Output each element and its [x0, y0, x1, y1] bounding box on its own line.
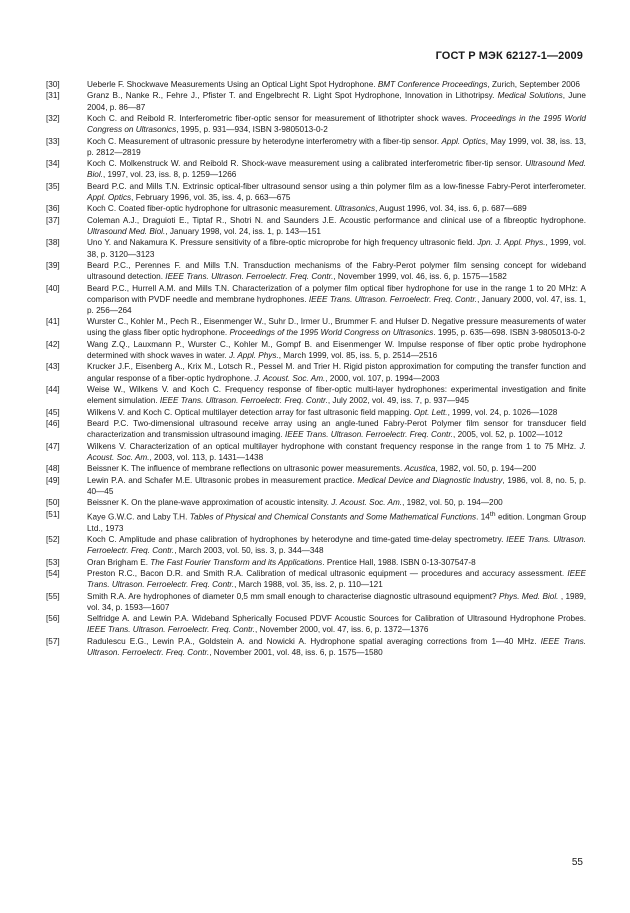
reference-number: [37] — [46, 215, 60, 225]
reference-source-title: J. Acoust. Soc. Am. — [87, 441, 586, 462]
reference-item — [46, 557, 586, 568]
reference-item — [46, 203, 586, 214]
reference-item — [46, 90, 586, 112]
reference-text-segment: Radulescu E.G., Lewin P.A., Goldstein A. and Nowicki A. Hydrophone spatial averaging corrections from 1—40 MHz. — [87, 636, 541, 646]
reference-source-title: Ultrasound Med. Biol. — [87, 159, 586, 180]
reference-text-segment: Beard P.C. Two-dimensional ultrasound receive array using an angle-tuned Fabry-Perot Polymer film sensor for transducer field characterization and transmission ultrasound imaging. — [87, 419, 586, 440]
reference-number: [41] — [46, 317, 60, 327]
reference-text-segment: Uno Y. and Nakamura K. Pressure sensitivity of a fibre-optic microprobe for high frequency ultrasonic field. — [87, 238, 478, 248]
reference-text-segment: Koch C. and Reibold R. Interferometric fiber-optic sensor for measurement of lithotripter shock waves. — [87, 114, 471, 124]
reference-source-title: Tables of Physical and Chemical Constants and Some Mathematical Functions — [189, 512, 477, 522]
reference-text-segment: , November 2000, vol. 47, iss. 6, p. 1372—1376 — [255, 625, 429, 635]
reference-text — [87, 113, 586, 135]
reference-number: [52] — [46, 535, 60, 545]
reference-number: [53] — [46, 557, 60, 567]
reference-text-segment: , 1989, vol. 34, p. 1593—1607 — [87, 591, 586, 612]
reference-text — [87, 418, 586, 440]
reference-number: [49] — [46, 475, 60, 485]
reference-text-segment: , Zurich, September 2006 — [487, 80, 580, 89]
reference-text-segment: Ueberle F. Shockwave Measurements Using an Optical Light Spot Hydrophone. — [87, 80, 378, 89]
reference-item — [46, 339, 586, 361]
reference-source-title: Opt. Lett. — [413, 407, 448, 417]
reference-text-segment: Beard P.C., Perennes F. and Mills T.N. Transduction mechanisms of the Fabry-Perot polymer film sensing concept for wideband ultrasound detection. — [87, 261, 586, 282]
reference-number: [33] — [46, 136, 60, 146]
reference-superscript: th — [489, 510, 496, 518]
reference-text — [87, 557, 586, 568]
reference-text-segment: Smith R.A. Are hydrophones of diameter 0,5 mm small enough to characterise diagnostic ultrasound equipment? — [87, 591, 499, 601]
reference-number: [55] — [46, 591, 60, 601]
reference-text-segment: , 1982, vol. 50, p. 194—200 — [435, 464, 537, 474]
reference-text-segment: , 1997, vol. 23, iss. 8, p. 1259—1266 — [102, 170, 237, 180]
reference-source-title: Acustica — [404, 464, 436, 474]
reference-text — [87, 361, 586, 383]
reference-text — [87, 591, 586, 613]
reference-text — [87, 339, 586, 361]
reference-number: [40] — [46, 283, 60, 293]
reference-text — [87, 90, 586, 112]
reference-item — [46, 215, 586, 237]
reference-item — [46, 636, 586, 658]
reference-text-segment: Beard P.C., Hurrell A.M. and Mills T.N. Characterization of a polymer film optical fiber hydrophone for use in the range 1 to 20 MHz: A comparison with PVDF needle and membrane hydrophones. — [87, 283, 586, 304]
reference-text-segment: Selfridge A. and Lewin P.A. Wideband Spherically Focused PDVF Acoustic Sources for Calibration of Ultrasound Hydrophone Probes. — [87, 614, 586, 624]
reference-text-segment: Oran Brigham E. — [87, 557, 151, 567]
reference-number: [42] — [46, 339, 60, 349]
reference-text-segment: Wurster C., Kohler M., Pech R., Eisenmenger W., Suhr D., Irmer U., Brummer F. and Hulser D. Negative pressure measurements of water using the glass fiber optic hydrophone. — [87, 317, 586, 338]
reference-text-segment: , May 1999, vol. 38, iss. 13, p. 2812—2819 — [87, 136, 586, 157]
reference-item — [46, 237, 586, 259]
page-number: 55 — [571, 857, 583, 868]
reference-source-title: IEEE Trans. Ultrason. Ferroelectr. Freq. Contr. — [308, 294, 478, 304]
reference-text — [87, 463, 586, 474]
reference-source-title: IEEE Trans. Ultrason. Ferroelectr. Freq. Contr. — [87, 636, 586, 657]
reference-source-title: Ultrasonics — [334, 204, 376, 214]
reference-text-segment: Koch C. Coated fiber-optic hydrophone for ultrasonic measurement. — [87, 204, 335, 214]
reference-text-segment: Weise W., Wilkens V. and Koch C. Frequency response of fiber-optic multi-layer hydrophones: experimental investigation and finite element simulation. — [87, 385, 586, 406]
reference-text — [87, 215, 586, 237]
reference-text-segment: Koch C. Measurement of ultrasonic pressure by heterodyne interferometry with a fiber-tip sensor. — [87, 136, 442, 146]
reference-text-segment: . 1995, p. 635—698. ISBN 3-9805013-0-2 — [433, 328, 585, 338]
reference-source-title: J. Acoust. Soc. Am. — [254, 373, 326, 383]
document-standard-id: ГОСТ Р МЭК 62127-1—2009 — [435, 50, 583, 62]
reference-text-segment: . Prentice Hall, 1988. ISBN 0-13-307547-8 — [322, 557, 476, 567]
reference-text-segment: , January 1998, vol. 24, iss. 1, p. 143—151 — [165, 226, 321, 236]
reference-text-segment: Lewin P.A. and Schafer M.E. Ultrasonic probes in measurement practice. — [87, 475, 358, 485]
reference-item — [46, 181, 586, 203]
reference-text-segment: , February 1996, vol. 35, iss. 4, p. 663—675 — [131, 192, 291, 202]
reference-number: [43] — [46, 362, 60, 372]
reference-text-segment: , 1999, vol. 38, p. 3120—3123 — [87, 238, 586, 259]
reference-text — [87, 407, 586, 418]
reference-source-title: IEEE Trans. Ultrason. Ferroelectr. Freq. Contr. — [165, 272, 334, 282]
reference-item — [46, 361, 586, 383]
reference-number: [57] — [46, 636, 60, 646]
reference-number: [45] — [46, 407, 60, 417]
reference-number: [50] — [46, 498, 60, 508]
reference-text-segment: , November 1999, vol. 46, iss. 6, p. 1575—1582 — [333, 272, 507, 282]
reference-source-title: Ultrasound Med. Biol. — [87, 226, 166, 236]
reference-text-segment: edition. Longman Group Ltd., 1973 — [87, 512, 586, 533]
reference-item — [46, 407, 586, 418]
reference-number: [46] — [46, 419, 60, 429]
reference-number: [47] — [46, 441, 60, 451]
reference-text-segment: , 2000, vol. 107, p. 1994—2003 — [325, 373, 440, 383]
reference-text-segment: Kaye G.W.C. and Laby T.H. — [87, 512, 190, 522]
reference-text-segment: Coleman A.J., Draguioti E., Tiptaf R., Shotri N. and Saunders J.E. Acoustic performance and clinical use of a fibreoptic hydrophone. — [87, 215, 586, 225]
reference-text-segment: . 14 — [476, 512, 490, 522]
reference-text — [87, 613, 586, 635]
reference-source-title: Medical Device and Diagnostic Industry — [357, 475, 503, 485]
reference-text-segment: , March 1999, vol. 85, iss. 5, p. 2514—2516 — [278, 350, 438, 360]
reference-item — [46, 316, 586, 338]
reference-number: [35] — [46, 181, 60, 191]
reference-text-segment: Beissner K. The influence of membrane reflections on ultrasonic power measurements. — [87, 464, 405, 474]
reference-item — [46, 79, 586, 90]
reference-source-title: IEEE Trans. Ultrason. Ferroelectr. Freq. Contr. — [87, 535, 586, 556]
reference-text-segment: , June 2004, p. 86—87 — [87, 91, 586, 112]
reference-source-title: Proceedings of the 1995 World Congress on Ultrasonics — [229, 328, 434, 338]
reference-text-segment: , January 2000, vol. 47, iss. 1, p. 256—264 — [87, 294, 587, 315]
reference-number: [51] — [46, 509, 60, 519]
reference-item — [46, 613, 586, 635]
reference-number: [44] — [46, 385, 60, 394]
reference-item — [46, 260, 586, 282]
reference-source-title: Phys. Med. Biol. — [499, 591, 559, 601]
reference-item — [46, 418, 586, 440]
reference-text-segment: Wilkens V. Characterization of an optical multilayer hydrophone with constant frequency response in the range from 1 to 75 MHz. — [87, 441, 580, 451]
reference-item — [46, 568, 586, 590]
reference-text — [87, 636, 586, 658]
reference-source-title: Medical Solutions — [497, 91, 563, 101]
reference-source-title: J. Appl. Phys. — [228, 350, 279, 360]
reference-item — [46, 113, 586, 135]
reference-item — [46, 534, 586, 556]
reference-text-segment: , 1986, vol. 8, no. 5, p. 40—45 — [87, 475, 586, 496]
reference-text-segment: Beissner K. On the plane-wave approximation of acoustic intensity. — [87, 498, 332, 508]
reference-text-segment: , March 2003, vol. 50, iss. 3, p. 344—348 — [174, 546, 324, 556]
reference-source-title: IEEE Trans. Ultrason. Ferroelectr. Freq. Contr. — [159, 396, 328, 406]
reference-item — [46, 463, 586, 474]
reference-text — [87, 384, 586, 406]
reference-text-segment: , 1999, vol. 24, p. 1026—1028 — [447, 407, 558, 417]
reference-item — [46, 441, 586, 463]
reference-text — [87, 283, 586, 316]
reference-text-segment: , 1982, vol. 50, p. 194—200 — [402, 498, 503, 508]
reference-number: [30] — [46, 80, 60, 89]
reference-text — [87, 568, 586, 590]
reference-source-title: IEEE Trans. Ultrason. Ferroelectr. Freq. Contr. — [284, 430, 454, 440]
reference-text — [87, 158, 586, 180]
reference-text — [87, 534, 586, 556]
reference-text — [87, 79, 586, 90]
reference-text-segment: Wilkens V. and Koch C. Optical multilayer detection array for fast ultrasonic field mapping. — [87, 407, 414, 417]
reference-text-segment: , 2003, vol. 113, p. 1431—1438 — [149, 452, 264, 462]
reference-text-segment: , July 2002, vol. 49, iss. 7, p. 937—945 — [327, 396, 469, 406]
reference-text-segment: Preston R.C., Bacon D.R. and Smith R.A. Calibration of medical ultrasonic equipment — procedures and accuracy assessment. — [87, 569, 568, 579]
reference-text — [87, 203, 586, 214]
reference-number: [56] — [46, 614, 60, 624]
reference-text-segment: Granz B., Nanke R., Fehre J., Pfister T. and Engelbrecht R. Light Spot Hydrophone, Innovation in Lithotripsy. — [87, 91, 498, 101]
reference-list — [46, 79, 586, 658]
reference-item — [46, 591, 586, 613]
reference-number: [36] — [46, 204, 60, 214]
reference-number: [38] — [46, 238, 60, 248]
reference-text — [87, 316, 586, 338]
reference-source-title: IEEE Trans. Ultrason. Ferroelectr. Freq. Contr. — [87, 625, 256, 635]
reference-text-segment: Krucker J.F., Eisenberg A., Krix M., Lotsch R., Pessel M. and Trier H. Rigid piston approximation for computing the transfer function and angular response of a fiber-optic hydrophone. — [87, 362, 586, 383]
reference-text — [87, 475, 586, 497]
reference-number: [31] — [46, 91, 60, 101]
reference-item — [46, 136, 586, 158]
reference-text — [87, 181, 586, 203]
reference-number: [34] — [46, 159, 60, 169]
reference-item — [46, 283, 586, 316]
reference-text — [87, 441, 586, 463]
reference-source-title: The Fast Fourier Transform and its Applications — [150, 557, 323, 567]
reference-number: [32] — [46, 114, 60, 124]
reference-text — [87, 237, 586, 259]
reference-source-title: Appl. Optics — [441, 136, 486, 146]
reference-text-segment: Koch C. Molkenstruck W. and Reibold R. Shock-wave measurement using a calibrated interferometric fiber-tip sensor. — [87, 159, 526, 169]
reference-text — [87, 509, 586, 534]
reference-source-title: Proceedings in the 1995 World Congress on Ultrasonics — [87, 114, 586, 135]
reference-item — [46, 158, 586, 180]
reference-text-segment: Koch C. Amplitude and phase calibration of hydrophones by heterodyne and time-gated time-delay spectrometry. — [87, 535, 507, 545]
reference-number: [39] — [46, 261, 60, 271]
reference-text — [87, 260, 586, 282]
reference-item — [46, 384, 586, 406]
reference-text — [87, 136, 586, 158]
reference-source-title: Appl. Optics — [87, 192, 132, 202]
reference-text-segment: , March 1988, vol. 35, iss. 2, p. 110—121 — [234, 580, 383, 590]
reference-number: [54] — [46, 569, 60, 579]
reference-item — [46, 497, 586, 508]
reference-item — [46, 475, 586, 497]
reference-source-title: BMT Conference Proceedings — [377, 80, 488, 89]
reference-text-segment: , 2005, vol. 52, p. 1002—1012 — [453, 430, 563, 440]
reference-text-segment: , August 1996, vol. 34, iss. 6, p. 687—689 — [375, 204, 527, 214]
reference-source-title: Jpn. J. Appl. Phys. — [477, 238, 546, 248]
reference-text-segment: , 1995, p. 931—934, ISBN 3-9805013-0-2 — [176, 125, 328, 135]
reference-text — [87, 497, 586, 508]
reference-item — [46, 509, 586, 534]
reference-text-segment: Wang Z.Q., Lauxmann P., Wurster C., Kohler M., Gompf B. and Eisenmenger W. Impulse response of fiber optic probe hydrophone determined with shock waves in water. — [87, 339, 586, 360]
reference-source-title: J. Acoust. Soc. Am. — [331, 498, 403, 508]
reference-source-title: IEEE Trans. Ultrason. Ferroelectr. Freq. Contr. — [87, 569, 586, 590]
reference-text-segment: , November 2001, vol. 48, iss. 6, p. 1575—1580 — [209, 647, 383, 657]
reference-text-segment: Beard P.C. and Mills T.N. Extrinsic optical-fiber ultrasound sensor using a thin polymer film as a low-finesse Fabry-Perot interferometer. — [87, 181, 586, 191]
reference-number: [48] — [46, 464, 60, 474]
